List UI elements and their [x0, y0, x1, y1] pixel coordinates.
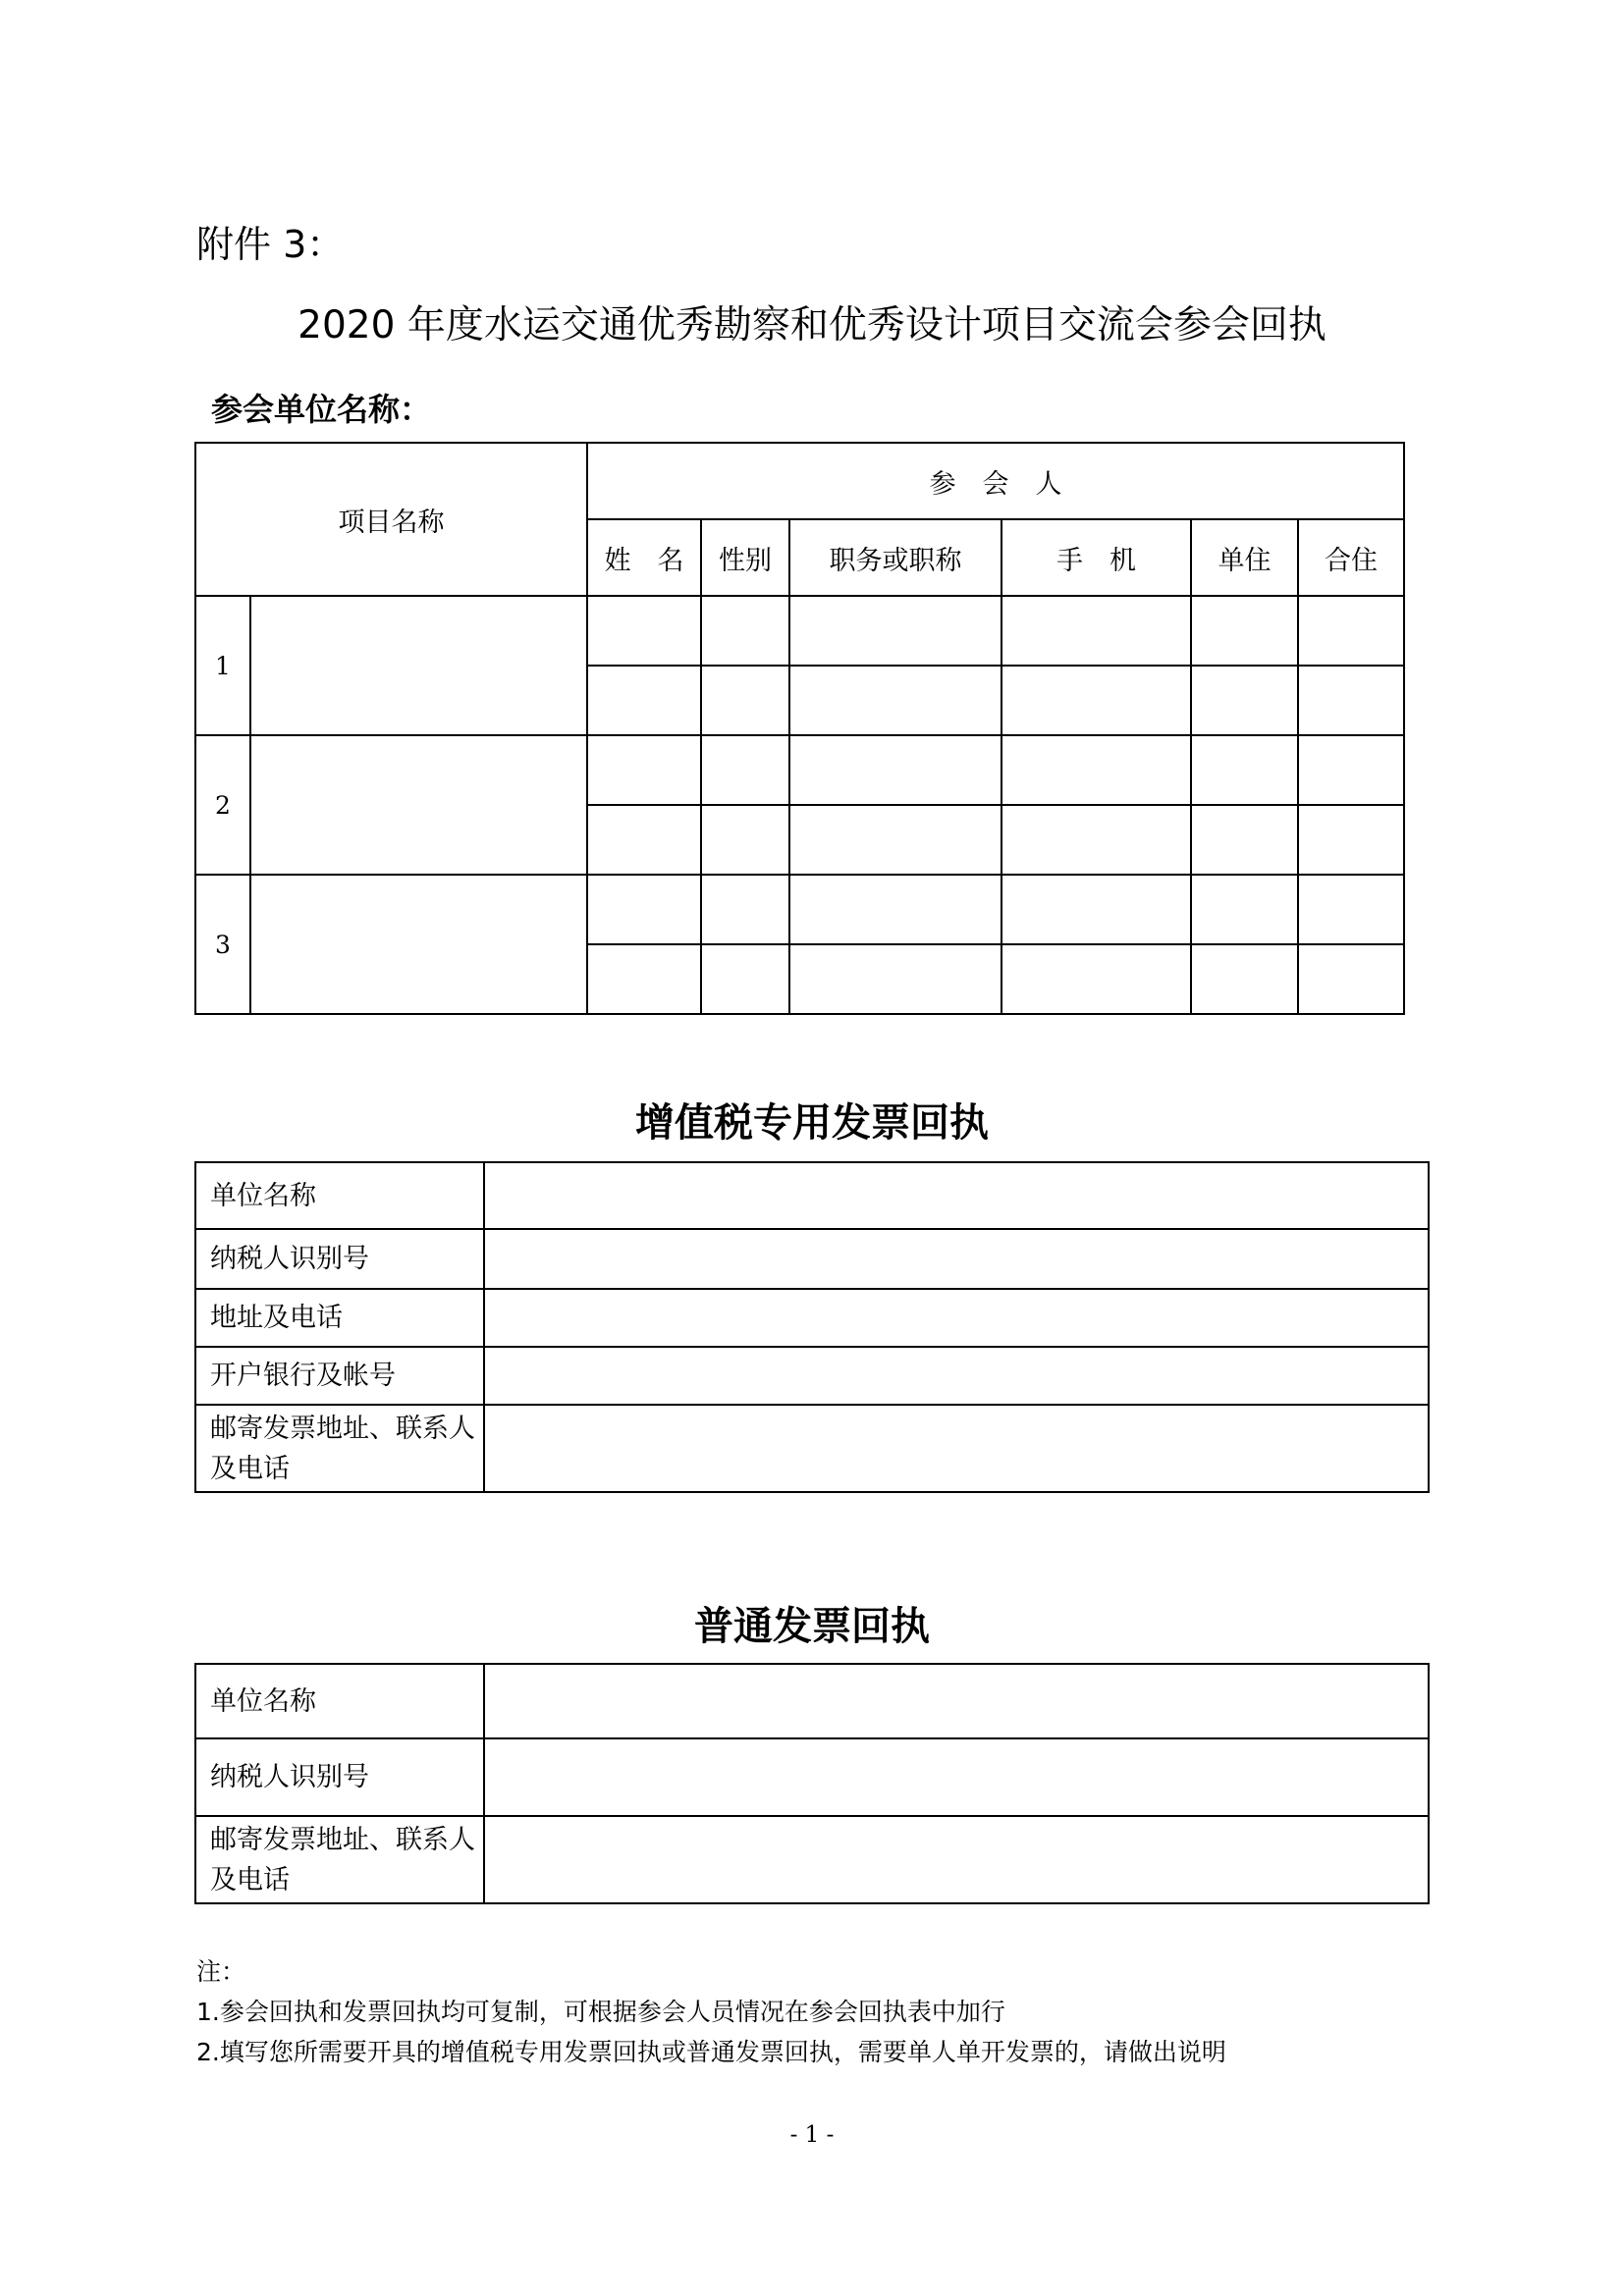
- phone-cell[interactable]: [1001, 596, 1191, 666]
- phone-cell[interactable]: [1001, 735, 1191, 805]
- gender-cell[interactable]: [701, 735, 789, 805]
- bank-account-label: 开户银行及帐号: [195, 1347, 484, 1405]
- address-phone-label: 地址及电话: [195, 1289, 484, 1347]
- gender-cell[interactable]: [701, 596, 789, 666]
- col-title-header: 职务或职称: [789, 519, 1001, 596]
- single-room-cell[interactable]: [1191, 805, 1298, 875]
- attendance-table: [194, 442, 1405, 1015]
- title-cell[interactable]: [789, 805, 1001, 875]
- name-cell[interactable]: [587, 875, 701, 944]
- single-room-cell[interactable]: [1191, 596, 1298, 666]
- name-cell[interactable]: [587, 805, 701, 875]
- title-cell[interactable]: [789, 875, 1001, 944]
- single-room-cell[interactable]: [1191, 666, 1298, 735]
- row-number: 1: [195, 596, 250, 735]
- mailing-contact-label: 邮寄发票地址、联系人及电话: [195, 1405, 484, 1492]
- unit-name-label: 单位名称: [195, 1664, 484, 1738]
- phone-cell[interactable]: [1001, 875, 1191, 944]
- gender-cell[interactable]: [701, 944, 789, 1014]
- col-gender-header: 性别: [701, 519, 789, 596]
- row-number: 2: [195, 735, 250, 875]
- phone-cell[interactable]: [1001, 944, 1191, 1014]
- title-cell[interactable]: [789, 944, 1001, 1014]
- address-phone-value[interactable]: [484, 1289, 1429, 1347]
- shared-room-cell[interactable]: [1298, 875, 1404, 944]
- gender-cell[interactable]: [701, 666, 789, 735]
- note-item: 2.填写您所需要开具的增值税专用发票回执或普通发票回执，需要单人单开发票的，请做出说明: [196, 2038, 1226, 2066]
- attendees-header: 参 会 人: [587, 443, 1404, 519]
- gender-cell[interactable]: [701, 805, 789, 875]
- vat-invoice-title: 增值税专用发票回执: [635, 1100, 989, 1146]
- col-name-header: 姓 名: [587, 519, 701, 596]
- unit-name-label: 参会单位名称：: [211, 391, 432, 428]
- attachment-label: 附件 3：: [196, 223, 345, 266]
- note-item: 1.参会回执和发票回执均可复制，可根据参会人员情况在参会回执表中加行: [196, 1998, 1005, 2026]
- taxpayer-id-value[interactable]: [484, 1738, 1429, 1816]
- single-room-cell[interactable]: [1191, 944, 1298, 1014]
- col-phone-header: 手 机: [1001, 519, 1191, 596]
- project-name-cell[interactable]: [250, 875, 587, 1014]
- vat-invoice-table: [194, 1161, 1430, 1493]
- gender-cell[interactable]: [701, 875, 789, 944]
- notes-label: 注：: [196, 1957, 246, 1986]
- phone-cell[interactable]: [1001, 666, 1191, 735]
- unit-name-value[interactable]: [484, 1162, 1429, 1229]
- ordinary-invoice-title: 普通发票回执: [694, 1604, 930, 1649]
- shared-room-cell[interactable]: [1298, 944, 1404, 1014]
- taxpayer-id-label: 纳税人识别号: [195, 1738, 484, 1816]
- unit-name-label: 单位名称: [195, 1162, 484, 1229]
- taxpayer-id-label: 纳税人识别号: [195, 1229, 484, 1289]
- shared-room-cell[interactable]: [1298, 666, 1404, 735]
- project-name-header: 项目名称: [195, 443, 587, 596]
- mailing-contact-value[interactable]: [484, 1405, 1429, 1492]
- mailing-contact-value[interactable]: [484, 1816, 1429, 1903]
- name-cell[interactable]: [587, 735, 701, 805]
- name-cell[interactable]: [587, 944, 701, 1014]
- single-room-cell[interactable]: [1191, 735, 1298, 805]
- title-cell[interactable]: [789, 735, 1001, 805]
- project-name-cell[interactable]: [250, 735, 587, 875]
- page-number: - 1 -: [789, 2122, 835, 2148]
- shared-room-cell[interactable]: [1298, 596, 1404, 666]
- ordinary-invoice-table: [194, 1663, 1430, 1904]
- row-number: 3: [195, 875, 250, 1014]
- phone-cell[interactable]: [1001, 805, 1191, 875]
- title-cell[interactable]: [789, 596, 1001, 666]
- name-cell[interactable]: [587, 666, 701, 735]
- single-room-cell[interactable]: [1191, 875, 1298, 944]
- shared-room-cell[interactable]: [1298, 805, 1404, 875]
- col-single-room-header: 单住: [1191, 519, 1298, 596]
- shared-room-cell[interactable]: [1298, 735, 1404, 805]
- bank-account-value[interactable]: [484, 1347, 1429, 1405]
- notes: [196, 1951, 1226, 2072]
- taxpayer-id-value[interactable]: [484, 1229, 1429, 1289]
- title-cell[interactable]: [789, 666, 1001, 735]
- name-cell[interactable]: [587, 596, 701, 666]
- col-shared-room-header: 合住: [1298, 519, 1404, 596]
- page-title: 2020 年度水运交通优秀勘察和优秀设计项目交流会参会回执: [298, 303, 1326, 347]
- unit-name-value[interactable]: [484, 1664, 1429, 1738]
- mailing-contact-label: 邮寄发票地址、联系人及电话: [195, 1816, 484, 1903]
- project-name-cell[interactable]: [250, 596, 587, 735]
